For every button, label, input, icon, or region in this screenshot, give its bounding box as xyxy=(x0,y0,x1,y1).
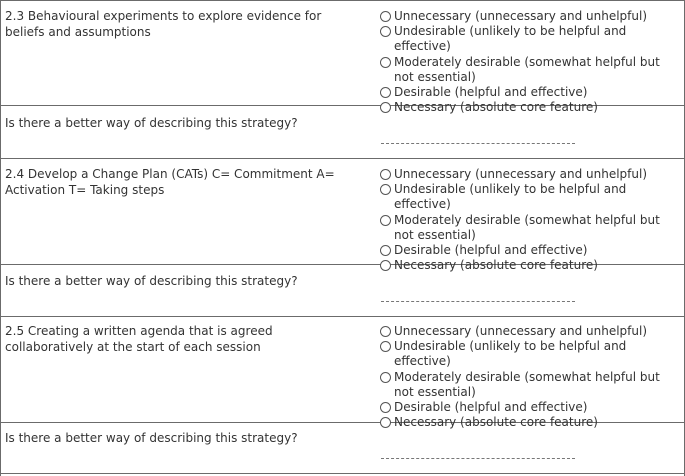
option-label: Unnecessary (unnecessary and unhelpful) xyxy=(394,9,648,23)
option-label: Undesirable (unlikely to be helpful and effective) xyxy=(394,182,627,212)
strategy-label: 2.3 Behavioural experiments to explore evidence for beliefs and assumptions xyxy=(5,9,322,39)
option-label: Undesirable (unlikely to be helpful and effective) xyxy=(394,24,627,54)
rating-option-moderately-desirable[interactable] xyxy=(380,55,680,85)
option-label: Moderately desirable (somewhat helpful but not essential) xyxy=(394,54,660,84)
option-label: Moderately desirable (somewhat helpful but not essential) xyxy=(394,212,660,242)
radio-button-icon[interactable] xyxy=(380,341,391,352)
rating-option-desirable[interactable] xyxy=(380,85,680,100)
radio-button-icon[interactable] xyxy=(380,260,391,271)
option-label: Desirable (helpful and effective) xyxy=(394,85,588,100)
rating-option-necessary[interactable] xyxy=(380,415,680,430)
option-label: Unnecessary (unnecessary and unhelpful) xyxy=(394,167,648,181)
radio-button-icon[interactable] xyxy=(380,57,391,68)
radio-button-icon[interactable] xyxy=(380,245,391,256)
row-divider xyxy=(0,473,685,474)
row-divider xyxy=(0,158,685,159)
radio-button-icon[interactable] xyxy=(380,372,391,383)
option-label: Desirable (helpful and effective) xyxy=(394,243,588,258)
rating-option-unnecessary[interactable] xyxy=(380,167,680,182)
rating-options xyxy=(380,324,680,430)
rating-option-moderately-desirable[interactable] xyxy=(380,370,680,400)
rating-option-undesirable[interactable] xyxy=(380,339,680,369)
rating-option-undesirable[interactable] xyxy=(380,24,680,54)
radio-button-icon[interactable] xyxy=(380,169,391,180)
table-left-border xyxy=(0,0,1,476)
option-label: Necessary (absolute core feature) xyxy=(394,100,598,115)
feedback-question: Is there a better way of describing this strategy? xyxy=(5,274,298,288)
radio-button-icon[interactable] xyxy=(380,184,391,195)
rating-option-moderately-desirable[interactable] xyxy=(380,213,680,243)
option-label: Undesirable (unlikely to be helpful and effective) xyxy=(394,339,627,369)
row-divider xyxy=(0,316,685,317)
rating-options xyxy=(380,9,680,115)
option-label: Unnecessary (unnecessary and unhelpful) xyxy=(394,324,648,338)
radio-button-icon[interactable] xyxy=(380,417,391,428)
answer-field[interactable] xyxy=(381,301,575,302)
feedback-question: Is there a better way of describing this strategy? xyxy=(5,431,298,445)
radio-button-icon[interactable] xyxy=(380,215,391,226)
strategy-label: 2.5 Creating a written agenda that is agreed collaboratively at the start of each session xyxy=(5,324,273,354)
radio-button-icon[interactable] xyxy=(380,26,391,37)
option-label: Necessary (absolute core feature) xyxy=(394,415,598,430)
answer-field[interactable] xyxy=(381,143,575,144)
option-label: Necessary (absolute core feature) xyxy=(394,258,598,273)
rating-option-necessary[interactable] xyxy=(380,258,680,273)
rating-options xyxy=(380,167,680,273)
rating-option-desirable[interactable] xyxy=(380,243,680,258)
radio-button-icon[interactable] xyxy=(380,87,391,98)
option-label: Moderately desirable (somewhat helpful but not essential) xyxy=(394,369,660,399)
strategy-label: 2.4 Develop a Change Plan (CATs) C= Commitment A= Activation T= Taking steps xyxy=(5,167,335,197)
rating-option-unnecessary[interactable] xyxy=(380,9,680,24)
option-label: Desirable (helpful and effective) xyxy=(394,400,588,415)
rating-option-necessary[interactable] xyxy=(380,100,680,115)
radio-button-icon[interactable] xyxy=(380,326,391,337)
rating-option-unnecessary[interactable] xyxy=(380,324,680,339)
radio-button-icon[interactable] xyxy=(380,102,391,113)
rating-option-desirable[interactable] xyxy=(380,400,680,415)
rating-option-undesirable[interactable] xyxy=(380,182,680,212)
answer-field[interactable] xyxy=(381,458,575,459)
radio-button-icon[interactable] xyxy=(380,11,391,22)
row-divider xyxy=(0,0,685,1)
radio-button-icon[interactable] xyxy=(380,402,391,413)
feedback-question: Is there a better way of describing this strategy? xyxy=(5,116,298,130)
